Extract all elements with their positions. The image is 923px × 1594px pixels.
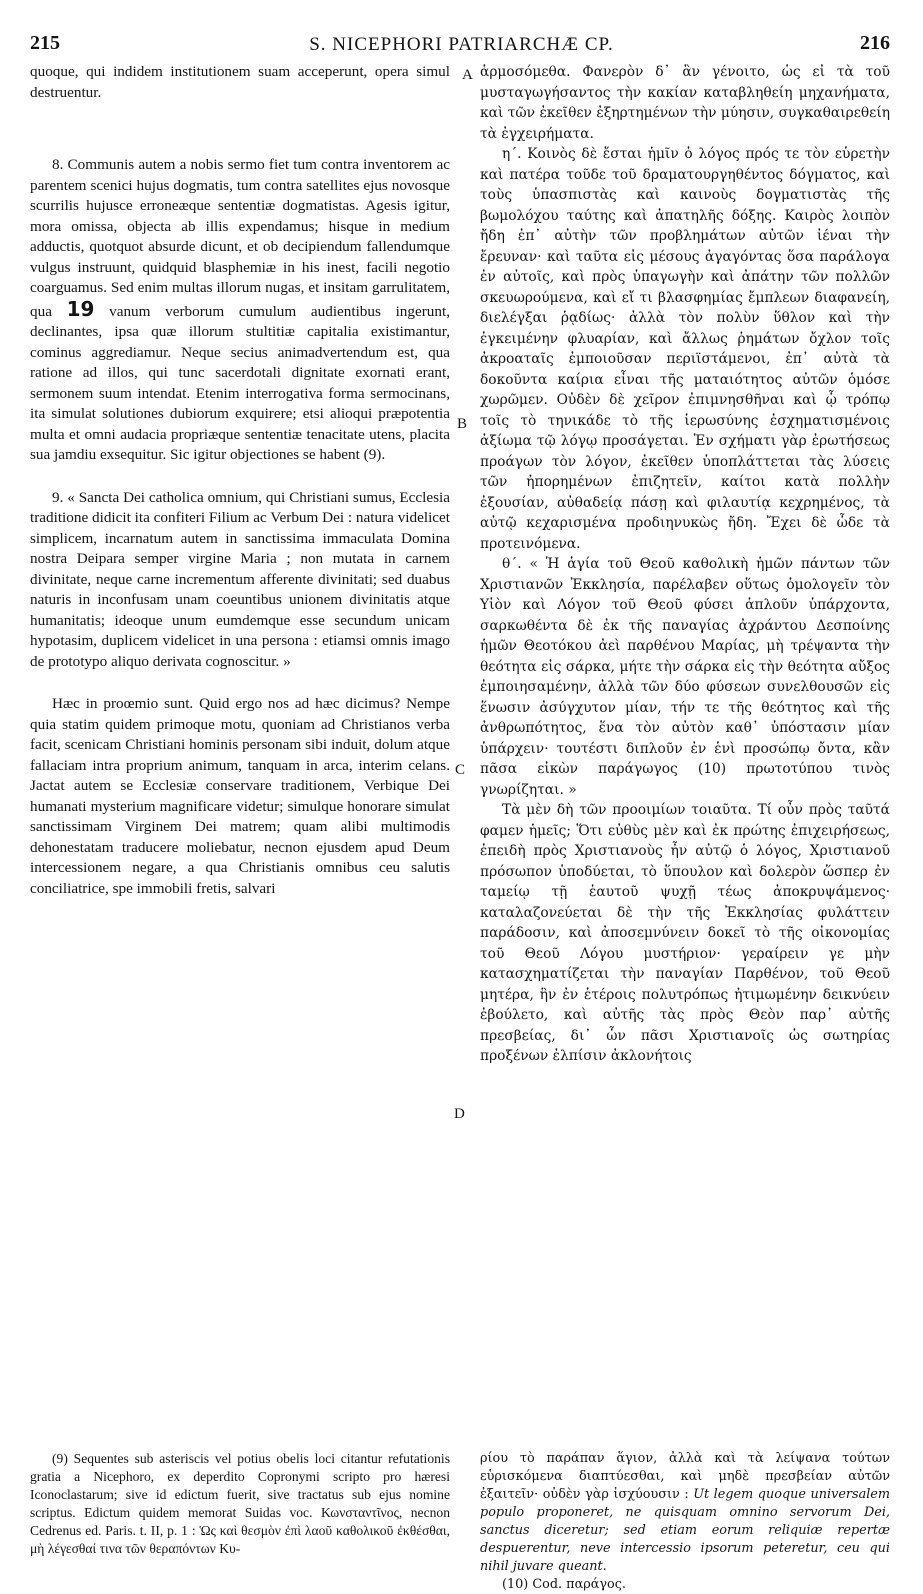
latin-paragraph-1: quoque, qui indidem institutionem suam acceperunt, opera simul destruentur. <box>30 63 450 101</box>
footnote-9-continuation-text <box>480 1450 890 1576</box>
paragraph-gap <box>30 466 450 488</box>
right-page-number: 216 <box>860 32 890 54</box>
footnote-10: (10) Cod. παράγος. <box>502 1577 626 1592</box>
margin-label-a: A <box>462 67 473 83</box>
latin-paragraph-10: Hæc in proœmio sunt. Quid ergo nos ad hæc dicimus? Nempe quia statim quidem primoque motu, quoniam ad Christianos verba facit, scenicam Christiani hominis personam sibi induit, dolum atque fallaciam intra proprium animum, tanquam in arca, interim celans. Jactat autem se Ecclesiæ conservare traditionem, Verbique Dei humanati mysterium magnificare videtur; simulque honorare simulat sanctissimam Virginem Dei matrem; quam alibi multimodis dehonestatam traducere moliebatur, necnon ejusdem apud Deum intercessionem negare, a qua Christianis omnibus ceu salutis conciliatrice, spe immobili fretis, salvari <box>30 695 450 897</box>
margin-label-d: D <box>454 1106 465 1122</box>
paragraph-gap <box>30 103 450 155</box>
latin-paragraph-8-text-b: vanum verborum cumulum audientibus ingerunt, declinantes, ipsa quæ illorum stultitiæ capitalia existimantur, cominus aggrediamur. Neque secius animadvertendum est, qua ratione ad illos, qui tunc sacerdotali dignitate exornati erant, sermonem suum intendat. Etenim interrogativa forma sermocinans, ita simulat solutiones dubiorum exquirere; etsi alioqui præpotentia multa et omni audacia propriæque sententiæ tenacitate utens, placita sua jamdiu exsequitur. Sic igitur objectiones se habent (9). <box>30 302 450 463</box>
greek-paragraph-9: θ΄. « Ἡ ἁγία τοῦ Θεοῦ καθολικὴ ἡμῶν πάντων τῶν Χριστιανῶν Ἐκκλησία, παρέλαβεν οὕτως ὁμολογεῖν τὸν Υἱὸν καὶ Λόγον τοῦ Θεοῦ φύσει ἁπλοῦν ὑπάρχοντα, σαρκωθέντα δὲ ἐκ τῆς παναγίας ἀχράντου Δεσποίνης ἡμῶν Θεοτόκου ἀεὶ παρθένου Μαρίας, μὴ τρέψαντα τὴν θεότητα εἰς σάρκα, μήτε τὴν σάρκα εἰς τὴν θεότητα αὔξος ἐμποιησαμένην, ἀλλὰ τῶν δύο φύσεων συνελθουσῶν εἰς ἕνωσιν ἀσύγχυτον μίαν, τήν τε τῆς θεότητος καὶ τῆς ἀνθρωπότητος, ἕνα τὸν αὐτὸν καθ᾽ ὑπόστασιν μίαν ὑπάρχειν· τουτέστι διπλοῦν ἐν ἑνὶ προσώπῳ ὄντα, κἂν πᾶσα εἰκὼν παράγωγος (10) πρωτοτύπου τινὸς γνωρίζηται. » <box>480 556 890 798</box>
greek-paragraph-8: η΄. Κοινὸς δὲ ἔσται ἡμῖν ὁ λόγος πρός τε τὸν εὑρετὴν καὶ πατέρα τοῦδε τοῦ δραματουργηθέντος δόγματος, καὶ τοὺς ὑπασπιστὰς καὶ καινοὺς δογματιστὰς τῆς βωμολόχου ταύτης καὶ ἀπατηλῆς δόξης. Καιρὸς λοιπὸν ἤδη ἐπ᾽ αὐτὴν τῶν προβλημάτων αὐτῶν ἰέναι τὴν ἔρευναν· καὶ ταῦτα εἰς μέσους ἀγαγόντας ὅσα παράλογα ἐν αὐτοῖς, καὶ πρὸς ὑπαγωγὴν καὶ ἀπάτην τῶν πολλῶν σκευωρούμενα, καὶ εἴ τι βλασφημίας ἔμπλεων διαφανείη, διελέγξαι ῥᾳδίως· ἀλλὰ τὸν πολὺν ὕθλον καὶ τὴν ἐγκειμένην φλυαρίαν, καὶ ἄλλως ῥημάτων ὄχλον τοῖς ἀκροαταῖς ἐμποιοῦσαν περιϊστάμενοι, ἐπ᾽ αὐτὰ τὰ δοκοῦντα καίρια εἶναι τῆς ματαιότητος αὐτῶν ὁμόσε χωρῶμεν. Οὐδὲν δὲ χεῖρον ἐπιμνησθῆναι καὶ ᾧ τρόπῳ τοῖς τὸ τηνικάδε τὸ τῆς ἱερωσύνης ἐσχηματισμένοις ἀξίωμα τῷ λόγῳ προσάγεται. Ἐν σχήματι γὰρ ἐρωτήσεως προάγων τὸν λόγον, ἐκεῖθεν ὑποπλάττεται τὰς λύσεις τῶν ἠπορημένων ἐπιζητεῖν, καίτοι κατὰ πολλὴν ἐξουσίαν, αὐθαδείᾳ πάσῃ καὶ φιλαυτίᾳ κεχρημένος, τὰ αὐτῷ κεχαρισμένα προδιηνυκὼς ἤδη. Ἔχει δὲ ὧδε τὰ προτεινόμενα. <box>480 146 890 552</box>
original-page-marker: 19 <box>66 296 95 321</box>
latin-paragraph-8 <box>30 155 450 466</box>
margin-label-b: B <box>457 416 468 432</box>
greek-paragraph-10: Τὰ μὲν δὴ τῶν προοιμίων τοιαῦτα. Τί οὖν πρὸς ταῦτά φαμεν ἡμεῖς; Ὅτι εὐθὺς μὲν καὶ ἐκ πρώτης ἐπιχειρήσεως, ἐπειδὴ πρὸς Χριστιανοὺς ἦν αὐτῷ ὁ λόγος, Χριστιανοῦ πρόσωπον ὑποδύεται, τὸ ὕπουλον καὶ δολερὸν ὥσπερ ἐν ταμείῳ τῇ ἑαυτοῦ ψυχῇ τέως ἀποκρυψάμενος· καταλαζονεύεται δὲ τὴν τῆς Ἐκκλησίας φυλάττειν παράδοσιν, καὶ ἀποσεμνύνειν δοκεῖ τὸ τῆς οἰκονομίας τοῦ Θεοῦ Λόγου μυστήριον· γεραίρειν γε μὴν κατασχηματίζεται τὴν παναγίαν Παρθένον, τοῦ Θεοῦ μητέρα, ἣν ἐν ἑτέροις πολυτρόπως ἠτιμωμένην δεικνύειν ἐβούλετο, καὶ αὐτῆς τὰς πρὸς Θεὸν παρ᾽ αὐτῆς πρεσβείας, δι᾽ ὧν πᾶσι Χριστιανοῖς ὡς σωτηρίας προξένων ἐλπίσιν ἀκλονήτοις <box>480 802 890 1064</box>
footnote-9 <box>30 1450 450 1558</box>
left-page-number: 215 <box>30 32 60 54</box>
running-head: S. NICEPHORI PATRIARCHÆ CP. <box>309 34 614 55</box>
latin-column <box>30 62 450 899</box>
footnote-greek-text: ρίου τὸ παράπαν ἅγιον, ἀλλὰ καὶ τὰ λείψανα τούτων εὑρισκόμενα διαπτύεσθαι, καὶ μηδὲ πρεσβείαν αὐτῶν ἐξαιτεῖν· οὐδὲν γὰρ ἰσχύουσιν : <box>480 1451 890 1502</box>
footnote-latin-text: Ut legem quoque universalem populo proponeret, ne quisquam omnino servorum Dei, sanctus diceretur; sed etiam eorum reliquiæ repertæ despuerentur, neve intercessio ipsorum peteretur, ceu qui nihil juvare queant. <box>480 1487 891 1574</box>
latin-paragraph-8-text-a: 8. Communis autem a nobis sermo fiet tum contra inventorem ac parentem scenici hujus dogmatis, tum contra satellites ejus novosque scurrilis hujusce erroneæque sententiæ dogmatistas. Agesis igitur, mora omissa, objecta ab illis expendamus; hisque in medium adductis, quotquot absurde dicunt, et ob decipiendum fallendumque vulgus instruunt, quidquid blasphemiæ in his inest, facili negotio coarguamus. Sed enim multas illorum nugas, et insitam garrulitatem, qua <box>30 156 450 320</box>
latin-paragraph-9: 9. « Sancta Dei catholica omnium, qui Christiani sumus, Ecclesia traditione didicit ita confiteri Filium ac Verbum Dei : natura videlicet simplicem, incarnatum autem in sanctissima immaculata Domina nostra Deipara semper virgine Maria ; non mutata in carnem divinitate, neque carne incrementum afferente divinitati; sed duabus naturis in inconfusam unam coeuntibus unionem divinitatis atque humanitatis; ideoque unum eumdemque esse secundum unicam hypotasim, duplicem videlicet in una persona : etiamsi omnis imago de prototypo aliquo derivata cognoscitur. » <box>30 488 450 670</box>
footnote-9-text: (9) Sequentes sub asteriscis vel potius obelis loci citantur refutationis gratia a Nicephoro, ex deperdito Copronymi scripto pro hæresi Iconoclastarum; sive id edictum fuerit, sive tractatus sub ejus nomine scriptus. Edictum quidem memorat Suidas voc. Κωνσταντῖνος, necnon Cedrenus ed. Paris. t. II, p. 1 : Ὡς καὶ θεσμὸν ἐπὶ λαοῦ καθολικοῦ ἐκθέσθαι, μὴ λέγεσθαί τινα τῶν θεραπόντων Κυ- <box>30 1451 450 1556</box>
margin-label-c: C <box>455 762 466 778</box>
footnote-9-continuation <box>480 1450 890 1594</box>
paragraph-gap <box>30 672 450 694</box>
greek-column <box>480 62 890 1067</box>
greek-paragraph-1: ἁρμοσόμεθα. Φανερὸν δ᾽ ἂν γένοιτο, ὡς εἰ τὰ τοῦ μυσταγωγήσαντος τὴν κακίαν καταβληθείη μηχανήματα, καὶ τῶν ἐκεῖθεν ἐξηρτημένων τὴν μύησιν, συγκαθαιρεθείη τὰ ἐγχειρήματα. <box>480 64 890 142</box>
